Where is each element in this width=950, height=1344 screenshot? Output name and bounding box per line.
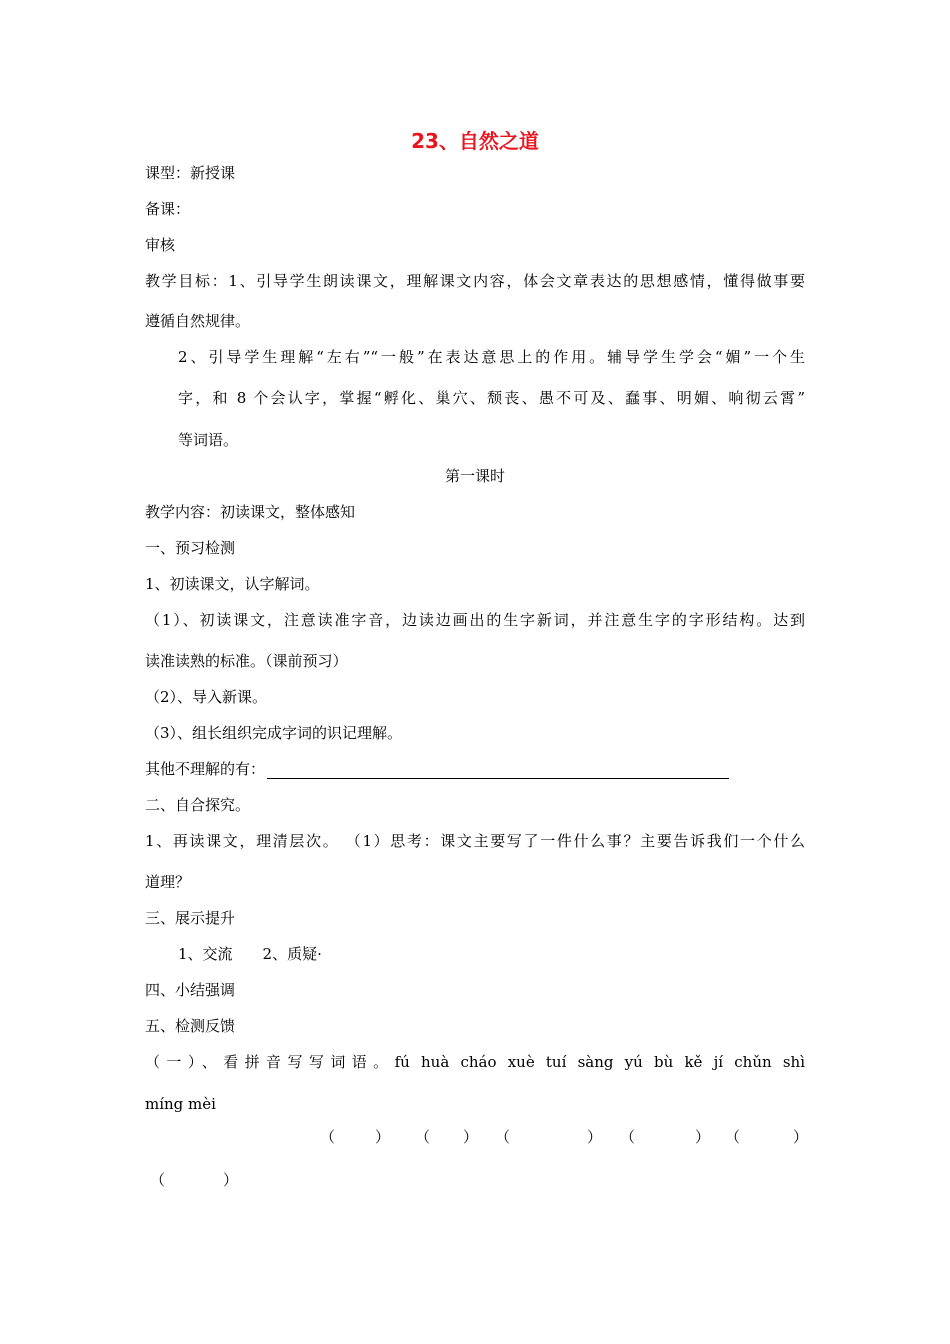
- answer-slot-5-close[interactable]: ）: [793, 1128, 809, 1146]
- section-2-heading: 二、自合探究。: [145, 796, 251, 814]
- section-1-heading: 一、预习检测: [145, 539, 236, 557]
- page-title: 23、自然之道: [411, 129, 539, 153]
- objectives-line-2: 遵循自然规律。: [145, 312, 251, 330]
- answer-slot-4-open[interactable]: （: [620, 1128, 636, 1146]
- section-2-item-1-line-2: 道理？: [145, 873, 191, 891]
- section-1-item-1: 1、初读课文，认字解词。: [145, 575, 320, 593]
- objectives-line-5: 等词语。: [178, 431, 239, 449]
- objectives-line-4: 字，和 8 个会认字，掌握“孵化、巢穴、颓丧、愚不可及、蠢事、明媚、响彻云霄”: [178, 389, 805, 407]
- objectives-line-1: 教学目标：1、引导学生朗读课文，理解课文内容，体会文章表达的思想感情，懂得做事要: [145, 272, 805, 290]
- section-3-items: [178, 944, 322, 964]
- answer-blank-line[interactable]: [267, 762, 729, 779]
- section-3-heading: 三、展示提升: [145, 909, 236, 927]
- answer-slot-3-close[interactable]: ）: [587, 1128, 603, 1146]
- answer-parentheses-row: [145, 1127, 809, 1147]
- answer-slot-6-close: ）: [223, 1171, 239, 1189]
- answer-slot-6-open: （: [150, 1171, 166, 1189]
- prep-label: 备课：: [145, 200, 191, 218]
- teaching-content: 教学内容：初读课文，整体感知: [145, 503, 356, 521]
- section-4-heading: 四、小结强调: [145, 981, 236, 999]
- answer-slot-2-close[interactable]: ）: [463, 1128, 479, 1146]
- section-3-item-2: 2、质疑·: [262, 945, 322, 963]
- pinyin-exercise-line-2: míng mèi: [145, 1095, 216, 1113]
- section-1-sub-1-line-1: （1）、初读课文，注意读准字音，边读边画出的生字新词，并注意生字的字形结构。达到: [145, 611, 805, 629]
- other-unclear-row: [145, 759, 729, 779]
- answer-slot-3-open[interactable]: （: [495, 1128, 511, 1146]
- other-unclear-label: 其他不理解的有：: [145, 760, 266, 778]
- review-label: 审核: [145, 236, 176, 254]
- session-heading: 第一课时: [444, 467, 505, 485]
- section-1-sub-3: （3）、组长组织完成字词的识记理解。: [145, 724, 403, 742]
- section-2-item-1-line-1: 1、再读课文，理清层次。 （1）思考：课文主要写了一件什么事？主要告诉我们一个什么: [145, 832, 805, 850]
- answer-slot-1-open[interactable]: （: [320, 1128, 336, 1146]
- pinyin-exercise-line-1: （一）、看拼音写写词语。fú huà cháo xuè tuí sàng yú bù kě jí chǔn shì: [145, 1053, 805, 1071]
- section-5-heading: 五、检测反馈: [145, 1017, 236, 1035]
- answer-slot-6[interactable]: [150, 1170, 238, 1190]
- section-1-sub-1-line-2: 读准读熟的标准。（课前预习）: [145, 652, 348, 670]
- lesson-type: 课型：新授课: [145, 164, 236, 182]
- answer-slot-4-close[interactable]: ）: [695, 1128, 711, 1146]
- answer-slot-2-open[interactable]: （: [415, 1128, 431, 1146]
- section-3-item-1: 1、交流: [178, 945, 233, 963]
- section-1-sub-2: （2）、导入新课。: [145, 688, 268, 706]
- answer-slot-1-close[interactable]: ）: [375, 1128, 391, 1146]
- answer-slot-5-open[interactable]: （: [725, 1128, 741, 1146]
- objectives-line-3: 2、引导学生理解“左右”“一般”在表达意思上的作用。辅导学生学会“媚”一个生: [178, 348, 805, 366]
